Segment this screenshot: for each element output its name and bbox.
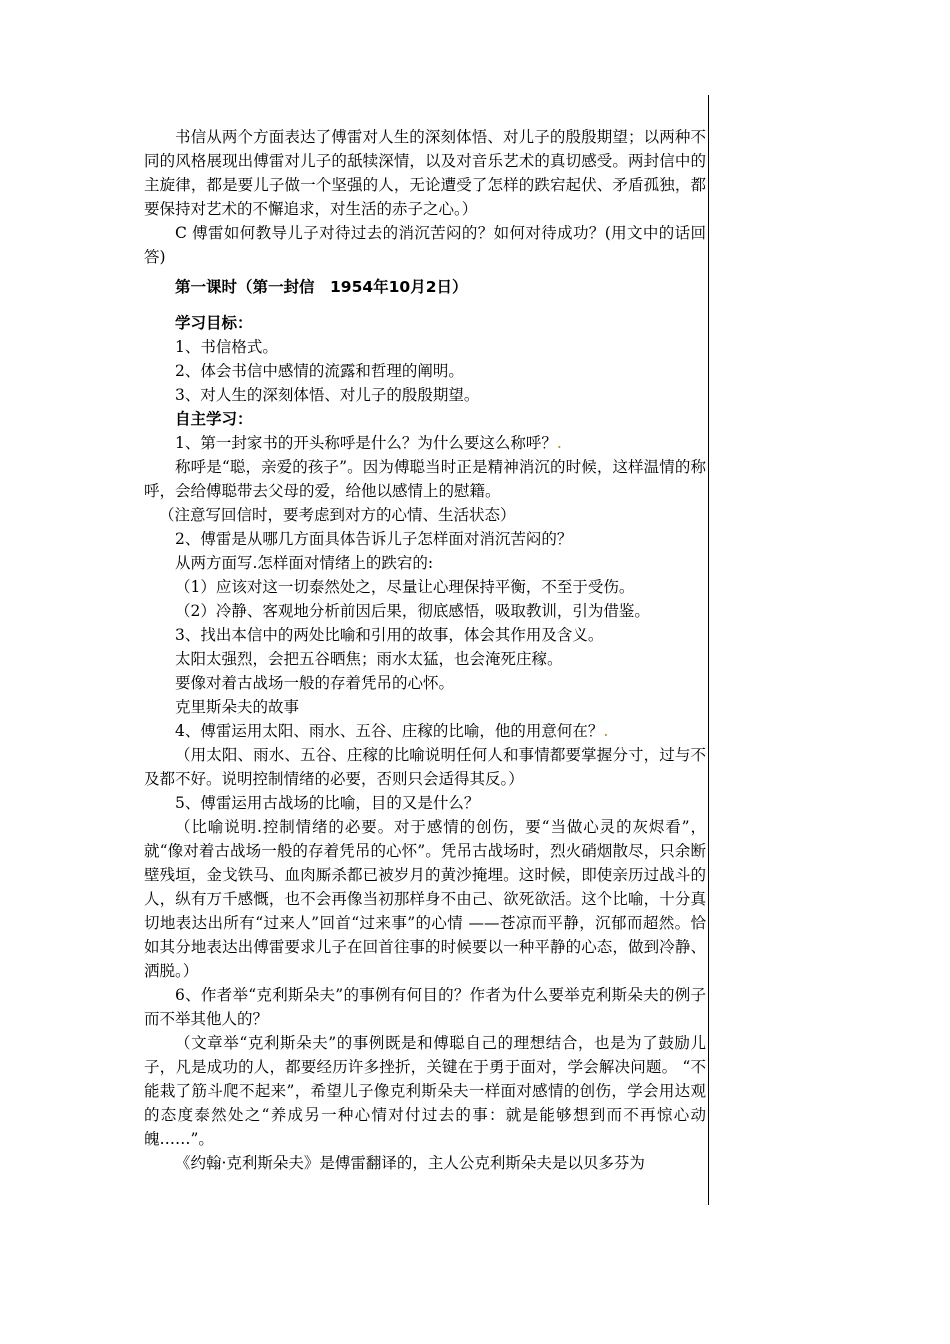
answer-6: （文章举“克利斯朵夫”的事例既是和傅聪自己的理想结合，也是为了鼓励儿子，凡是成功的人，都要经历许多挫折，关键在于勇于面对，学会解决问题。 “不能栽了筋斗爬不起来”，希望儿子像克利斯朵夫一样面对感情的创伤，学会用达观的态度泰然处之“养成另一种心情对付过去的事：就是能够想到而不再惊心动魄……”。: [144, 1034, 706, 1148]
goal-3: 3、对人生的深刻体悟、对儿子的殷殷期望。: [175, 386, 480, 404]
answer-5: （比喻说明.控制情绪的必要。对于感情的创伤，要“当做心灵的灰烬看”，就“像对着古战场一般的存着凭吊的心怀”。凭吊古战场时，烈火硝烟散尽，只余断壁残垣，金戈铁马、血肉厮杀都已被岁月的黄沙掩埋。这时候，即使亲历过战斗的人，纵有万千感慨，也不会再像当初那样身不由己、欲死欲活。这个比喻，十分真切地表达出所有“过来人”回首“过来事”的心情 ——苍凉而平静，沉郁而超然。恰如其分地表达出傅雷要求儿子在回首往事的时候要以一种平静的心态，做到冷静、洒脱。）: [144, 818, 706, 980]
question-2: 2、傅雷是从哪几方面具体告诉儿子怎样面对消沉苦闷的？: [175, 530, 573, 548]
question-c: C 傅雷如何教导儿子对待过去的消沉苦闷的？如何对待成功？(用文中的话回答): [144, 224, 706, 266]
question-3: 3、找出本信中的两处比喻和引用的故事，体会其作用及含义。: [175, 626, 604, 644]
question-1-text: 1、第一封家书的开头称呼是什么？为什么要这么称呼？: [175, 434, 557, 452]
closing-paragraph: 《约翰·克利斯朵夫》是傅雷翻译的，主人公克利斯朵夫是以贝多芬为: [175, 1154, 645, 1172]
answer-3-line-2: 要像对着古战场一般的存着凭吊的心怀。: [175, 674, 455, 692]
question-1-mark: .: [556, 434, 562, 452]
lesson-title: 第一课时（第一封信 1954年10月2日）: [175, 278, 468, 296]
question-4: [144, 719, 706, 743]
answer-2: 从两方面写.怎样面对情绪上的跌宕的:: [175, 554, 434, 572]
answer-3-line-3: 克里斯朵夫的故事: [175, 698, 300, 716]
answer-1: 称呼是“聪，亲爱的孩子”。因为傅聪当时正是精神消沉的时候，这样温情的称呼，会给傅聪带去父母的爱，给他以感情上的慰籍。: [144, 458, 706, 500]
answer-3-line-1: 太阳太强烈，会把五谷晒焦；雨水太猛，也会淹死庄稼。: [175, 650, 563, 668]
answer-2-point-1: （1）应该对这一切泰然处之，尽量让心理保持平衡，不至于受伤。: [175, 578, 635, 596]
answer-2-point-2: （2）冷静、客观地分析前因后果，彻底感悟，吸取教训，引为借鉴。: [175, 602, 650, 620]
question-1: [144, 431, 706, 455]
question-6: 6、作者举“克利斯朵夫”的事例有何目的？作者为什么要举克利斯朵夫的例子而不举其他人的？: [144, 986, 706, 1028]
goal-1: 1、书信格式。: [175, 338, 278, 356]
margin-rule: [708, 95, 709, 1205]
question-4-text: 4、傅雷运用太阳、雨水、五谷、庄稼的比喻，他的用意何在？: [175, 722, 604, 740]
answer-1-note: （注意写回信时，要考虑到对方的心情、生活状态）: [159, 506, 516, 524]
document-body: [144, 125, 706, 1175]
summary-paragraph: 书信从两个方面表达了傅雷对人生的深刻体悟、对儿子的殷殷期望；以两种不同的风格展现出傅雷对儿子的舐犊深情，以及对音乐艺术的真切感受。两封信中的主旋律，都是要儿子做一个坚强的人，无论遭受了怎样的跌宕起伏、矛盾孤独，都要保持对艺术的不懈追求，对生活的赤子之心。）: [144, 128, 706, 218]
goals-title: 学习目标：: [175, 314, 253, 332]
question-4-mark: .: [603, 722, 609, 740]
goal-2: 2、体会书信中感情的流露和哲理的阐明。: [175, 362, 464, 380]
question-5: 5、傅雷运用古战场的比喻，目的又是什么？: [175, 794, 480, 812]
self-study-title: 自主学习：: [175, 410, 253, 428]
answer-4: （用太阳、雨水、五谷、庄稼的比喻说明任何人和事情都要掌握分寸，过与不及都不好。说明控制情绪的必要，否则只会适得其反。）: [144, 746, 706, 788]
